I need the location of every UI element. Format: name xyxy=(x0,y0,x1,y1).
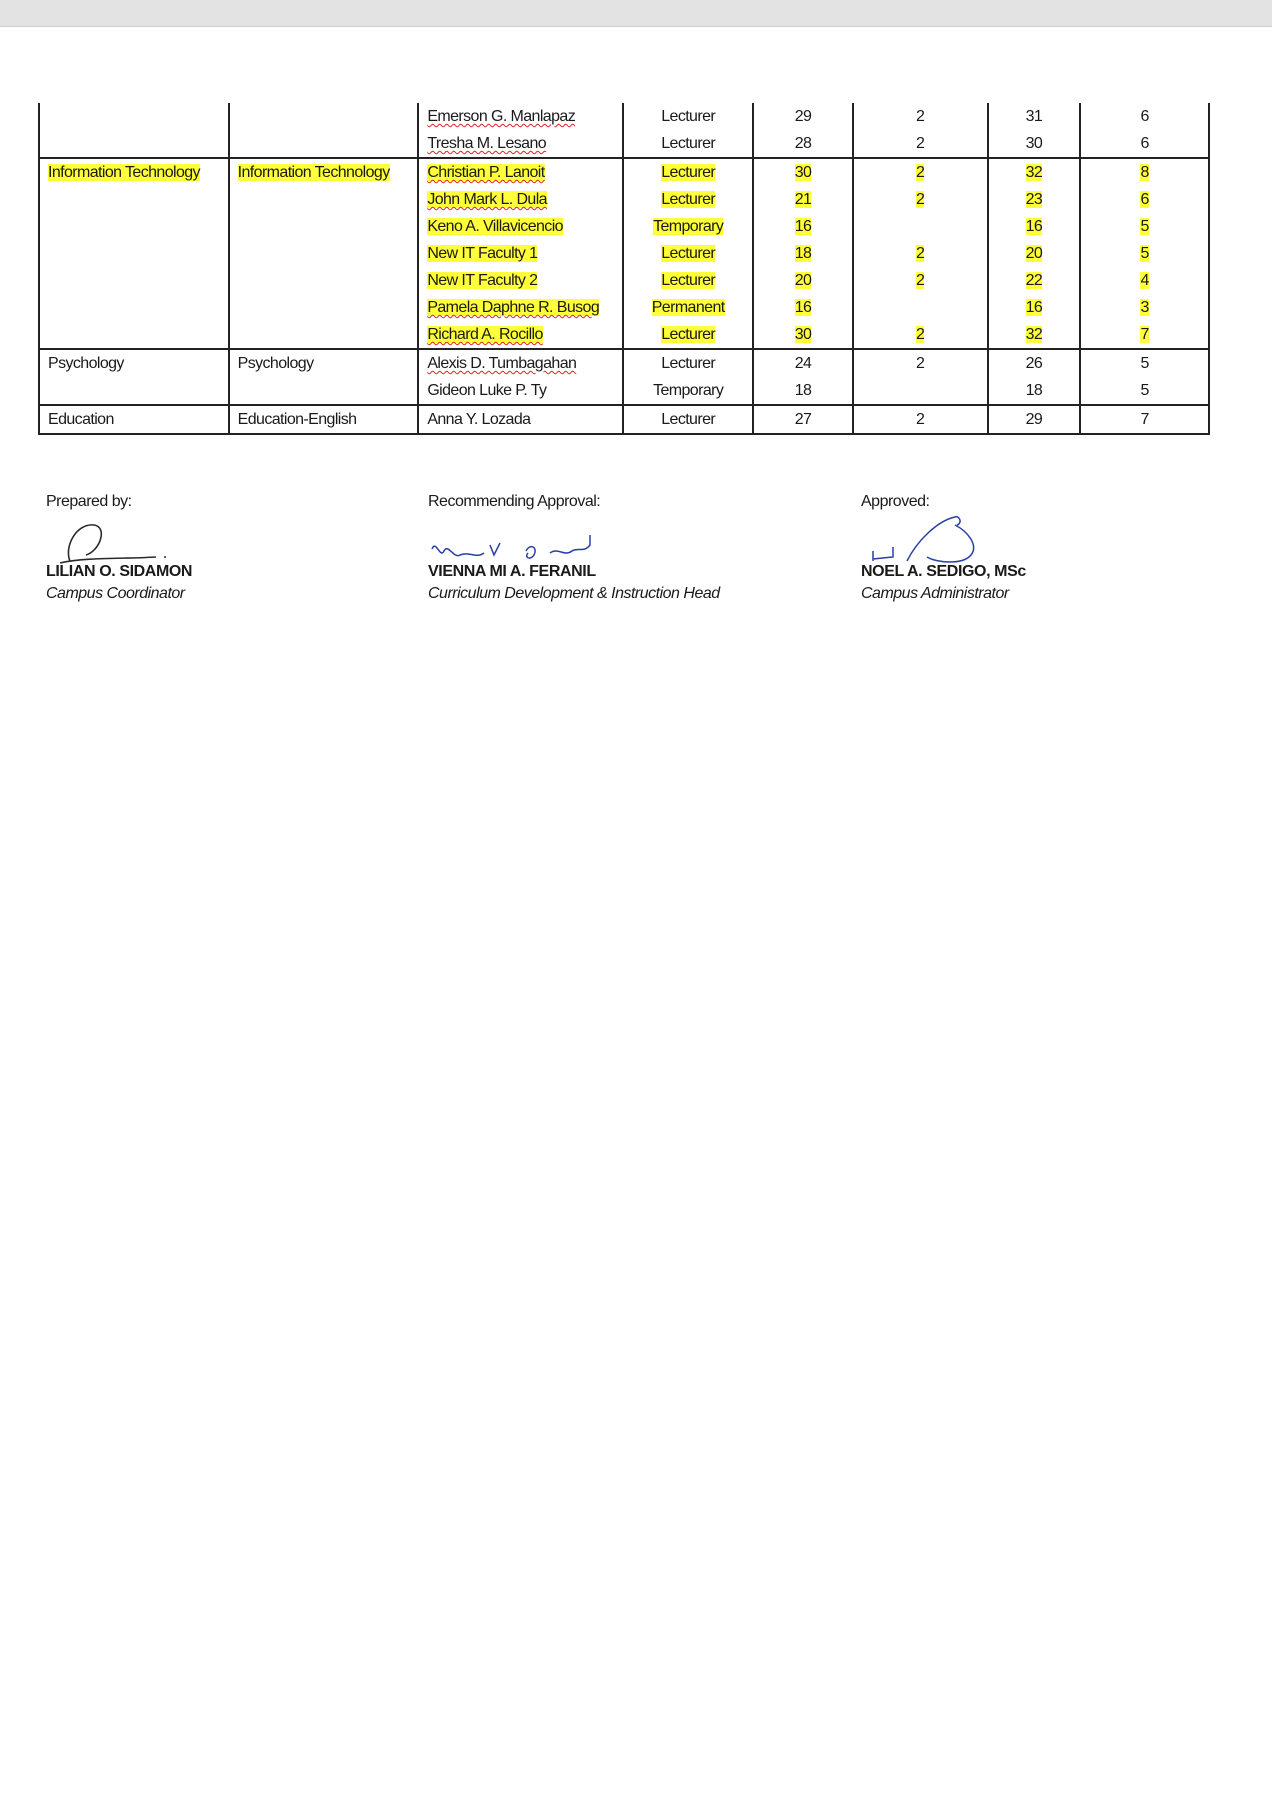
faculty-name-cell xyxy=(418,405,623,434)
total-load: 18 xyxy=(1025,382,1043,399)
list-item xyxy=(997,103,1072,130)
program-name: Education xyxy=(48,411,114,428)
additional-load: 2 xyxy=(916,191,925,208)
list-item xyxy=(762,103,844,130)
list-item xyxy=(762,186,844,213)
additional-load: 2 xyxy=(916,272,925,289)
faculty-load-table xyxy=(38,103,1210,435)
table-row xyxy=(39,103,1209,158)
list-item xyxy=(862,267,979,294)
preparations-count: 4 xyxy=(1140,272,1149,289)
additional-load: 2 xyxy=(916,326,925,343)
regular-load: 16 xyxy=(794,218,812,235)
regular-load: 20 xyxy=(794,272,812,289)
list-item xyxy=(997,159,1072,186)
preparations-count: 5 xyxy=(1140,218,1149,235)
preparations-count: 5 xyxy=(1140,382,1149,399)
employment-status: Lecturer xyxy=(661,411,716,428)
list-item xyxy=(1089,406,1200,433)
additional-load-cell xyxy=(853,349,988,405)
approved-caption: Approved: xyxy=(861,493,930,510)
employment-status: Lecturer xyxy=(661,326,716,343)
list-item xyxy=(762,294,844,321)
employment-status: Lecturer xyxy=(661,191,716,208)
faculty-name: Pamela Daphne R. Busog xyxy=(427,299,600,316)
regular-load: 28 xyxy=(794,135,812,152)
list-item xyxy=(862,240,979,267)
list-item xyxy=(762,240,844,267)
recommending-approval-block xyxy=(428,493,720,603)
list-item xyxy=(632,267,744,294)
employment-status-cell xyxy=(623,349,753,405)
additional-load: 2 xyxy=(916,411,925,428)
regular-load: 30 xyxy=(794,164,812,181)
employment-status: Lecturer xyxy=(661,135,716,152)
table-row xyxy=(39,405,1209,434)
list-item xyxy=(997,377,1072,404)
additional-load: 2 xyxy=(916,355,925,372)
preparations-count-cell xyxy=(1080,349,1209,405)
program-cell xyxy=(39,405,229,434)
viewer-toolbar xyxy=(0,0,1272,27)
approved-name: NOEL A. SEDIGO, MSc xyxy=(861,563,1026,580)
regular-load: 29 xyxy=(794,108,812,125)
list-item xyxy=(862,377,979,404)
list-item xyxy=(862,186,979,213)
signature-feranil-icon xyxy=(430,533,630,567)
faculty-name: Tresha M. Lesano xyxy=(427,135,547,152)
total-load: 26 xyxy=(1025,355,1043,372)
list-item xyxy=(997,350,1072,377)
list-item xyxy=(1089,240,1200,267)
total-load: 20 xyxy=(1025,245,1043,262)
employment-status: Permanent xyxy=(651,299,725,316)
list-item xyxy=(862,350,979,377)
list-item xyxy=(1089,213,1200,240)
regular-load: 30 xyxy=(794,326,812,343)
approved-role: Campus Administrator xyxy=(861,585,1009,602)
program-cell xyxy=(39,103,229,158)
faculty-name: New IT Faculty 1 xyxy=(427,245,538,262)
list-item xyxy=(997,294,1072,321)
faculty-name-cell xyxy=(418,103,623,158)
list-item xyxy=(862,130,979,157)
additional-load: 2 xyxy=(916,108,925,125)
total-load-cell xyxy=(988,405,1081,434)
total-load: 23 xyxy=(1025,191,1043,208)
list-item xyxy=(862,321,979,348)
list-item xyxy=(427,159,614,186)
faculty-name-cell xyxy=(418,349,623,405)
total-load: 32 xyxy=(1025,326,1043,343)
employment-status: Lecturer xyxy=(661,272,716,289)
program-cell xyxy=(39,158,229,349)
list-item xyxy=(997,213,1072,240)
employment-status-cell xyxy=(623,405,753,434)
list-item xyxy=(427,130,614,157)
additional-load-cell xyxy=(853,103,988,158)
total-load: 22 xyxy=(1025,272,1043,289)
faculty-name: Keno A. Villavicencio xyxy=(427,218,563,235)
recommending-approval-caption: Recommending Approval: xyxy=(428,493,601,510)
prepared-by-caption: Prepared by: xyxy=(46,493,132,510)
specialization-name: Information Technology xyxy=(237,164,390,181)
total-load: 29 xyxy=(1025,411,1043,428)
faculty-name-cell xyxy=(418,158,623,349)
list-item xyxy=(762,213,844,240)
regular-load: 16 xyxy=(794,299,812,316)
faculty-name: Alexis D. Tumbagahan xyxy=(427,355,577,372)
regular-load: 24 xyxy=(794,355,812,372)
signature-sidamon-icon xyxy=(56,517,176,569)
additional-load: 2 xyxy=(916,164,925,181)
list-item xyxy=(632,130,744,157)
recommending-approval-name: VIENNA MI A. FERANIL xyxy=(428,563,596,580)
list-item xyxy=(997,406,1072,433)
regular-load: 27 xyxy=(794,411,812,428)
list-item xyxy=(427,186,614,213)
regular-load: 21 xyxy=(794,191,812,208)
faculty-name: Richard A. Rocillo xyxy=(427,326,543,343)
regular-load-cell xyxy=(753,158,853,349)
list-item xyxy=(427,350,614,377)
total-load-cell xyxy=(988,349,1081,405)
list-item xyxy=(427,213,614,240)
list-item xyxy=(762,350,844,377)
employment-status-cell xyxy=(623,158,753,349)
list-item xyxy=(1089,321,1200,348)
employment-status: Lecturer xyxy=(661,245,716,262)
program-name: Psychology xyxy=(48,355,124,372)
prepared-by-role: Campus Coordinator xyxy=(46,585,185,602)
list-item xyxy=(762,267,844,294)
total-load: 32 xyxy=(1025,164,1043,181)
list-item xyxy=(427,377,614,404)
total-load: 30 xyxy=(1025,135,1043,152)
list-item xyxy=(1089,103,1200,130)
specialization-cell xyxy=(229,349,419,405)
list-item xyxy=(1089,267,1200,294)
list-item xyxy=(427,267,614,294)
total-load: 16 xyxy=(1025,299,1043,316)
list-item xyxy=(997,267,1072,294)
list-item xyxy=(427,240,614,267)
approved-block xyxy=(861,493,1026,603)
list-item xyxy=(632,377,744,404)
additional-load: 2 xyxy=(916,245,925,262)
faculty-name: Gideon Luke P. Ty xyxy=(427,382,547,399)
list-item xyxy=(862,159,979,186)
regular-load: 18 xyxy=(794,245,812,262)
list-item xyxy=(632,240,744,267)
specialization-cell xyxy=(229,103,419,158)
list-item xyxy=(762,159,844,186)
specialization-name: Education-English xyxy=(237,411,357,428)
list-item xyxy=(427,294,614,321)
total-load: 16 xyxy=(1025,218,1043,235)
table-body xyxy=(39,103,1209,434)
list-item xyxy=(997,240,1072,267)
preparations-count-cell xyxy=(1080,103,1209,158)
employment-status: Lecturer xyxy=(661,355,716,372)
faculty-name: New IT Faculty 2 xyxy=(427,272,538,289)
preparations-count: 5 xyxy=(1140,245,1149,262)
employment-status: Lecturer xyxy=(661,164,716,181)
specialization-name: Psychology xyxy=(237,355,314,372)
total-load: 31 xyxy=(1025,108,1043,125)
prepared-by-block xyxy=(46,493,192,603)
total-load-cell xyxy=(988,103,1081,158)
preparations-count: 6 xyxy=(1140,191,1149,208)
list-item xyxy=(632,103,744,130)
specialization-cell xyxy=(229,158,419,349)
list-item xyxy=(1089,294,1200,321)
regular-load-cell xyxy=(753,405,853,434)
list-item xyxy=(632,406,744,433)
program-cell xyxy=(39,349,229,405)
list-item xyxy=(632,213,744,240)
preparations-count: 5 xyxy=(1140,355,1149,372)
preparations-count-cell xyxy=(1080,405,1209,434)
preparations-count: 6 xyxy=(1140,135,1149,152)
recommending-approval-role: Curriculum Development & Instruction Head xyxy=(428,585,720,602)
list-item xyxy=(427,321,614,348)
preparations-count: 7 xyxy=(1140,411,1149,428)
preparations-count: 3 xyxy=(1140,299,1149,316)
list-item xyxy=(632,186,744,213)
regular-load-cell xyxy=(753,349,853,405)
table-row xyxy=(39,349,1209,405)
employment-status-cell xyxy=(623,103,753,158)
regular-load-cell xyxy=(753,103,853,158)
specialization-cell xyxy=(229,405,419,434)
list-item xyxy=(762,406,844,433)
total-load-cell xyxy=(988,158,1081,349)
list-item xyxy=(632,294,744,321)
list-item xyxy=(862,103,979,130)
employment-status: Lecturer xyxy=(661,108,716,125)
list-item xyxy=(1089,130,1200,157)
table-row xyxy=(39,158,1209,349)
faculty-name: Christian P. Lanoit xyxy=(427,164,545,181)
additional-load-cell xyxy=(853,158,988,349)
preparations-count-cell xyxy=(1080,158,1209,349)
faculty-name: Anna Y. Lozada xyxy=(427,411,531,428)
additional-load-cell xyxy=(853,405,988,434)
list-item xyxy=(762,130,844,157)
list-item xyxy=(997,130,1072,157)
list-item xyxy=(427,103,614,130)
list-item xyxy=(1089,350,1200,377)
faculty-name: John Mark L. Dula xyxy=(427,191,547,208)
list-item xyxy=(997,186,1072,213)
list-item xyxy=(632,350,744,377)
list-item xyxy=(632,159,744,186)
list-item xyxy=(862,213,979,240)
employment-status: Temporary xyxy=(653,218,724,235)
list-item xyxy=(862,294,979,321)
preparations-count: 7 xyxy=(1140,326,1149,343)
preparations-count: 8 xyxy=(1140,164,1149,181)
faculty-name: Emerson G. Manlapaz xyxy=(427,108,576,125)
program-name: Information Technology xyxy=(48,164,200,181)
list-item xyxy=(632,321,744,348)
list-item xyxy=(1089,186,1200,213)
prepared-by-name: LILIAN O. SIDAMON xyxy=(46,563,193,580)
list-item xyxy=(1089,377,1200,404)
list-item xyxy=(762,321,844,348)
document-page xyxy=(0,27,1272,1800)
additional-load: 2 xyxy=(916,135,925,152)
list-item xyxy=(762,377,844,404)
list-item xyxy=(427,406,614,433)
preparations-count: 6 xyxy=(1140,108,1149,125)
list-item xyxy=(1089,159,1200,186)
employment-status: Temporary xyxy=(653,382,724,399)
signature-sedigo-icon xyxy=(867,511,1017,571)
list-item xyxy=(862,406,979,433)
regular-load: 18 xyxy=(794,382,812,399)
list-item xyxy=(997,321,1072,348)
